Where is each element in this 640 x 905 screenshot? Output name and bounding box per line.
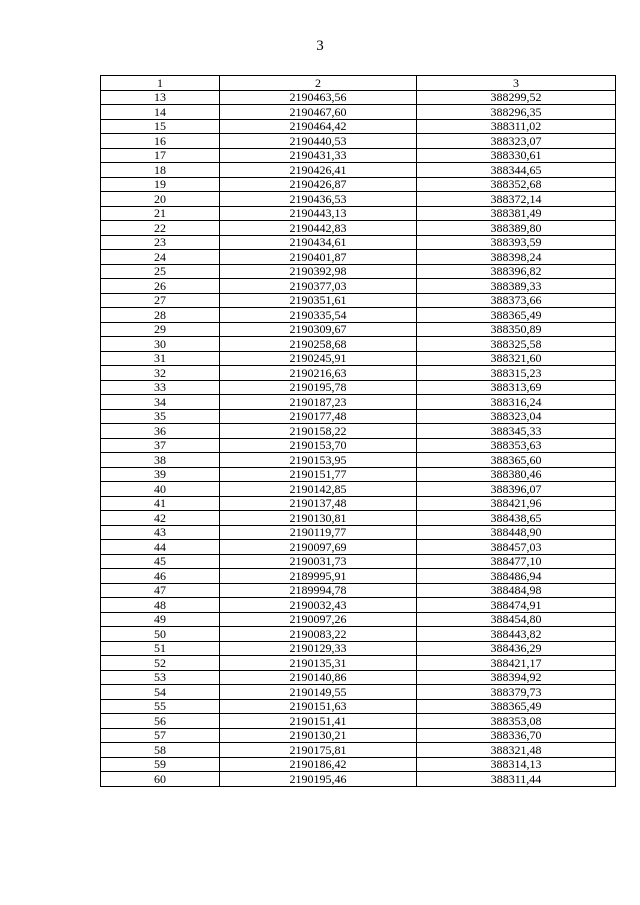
coordinate-x-cell: 2190392,98 — [220, 264, 417, 279]
coordinate-y-cell: 388380,46 — [417, 467, 616, 482]
point-number-cell: 20 — [101, 192, 220, 207]
coordinate-y-cell: 388365,49 — [417, 699, 616, 714]
column-header: 2 — [220, 76, 417, 91]
coordinate-y-cell: 388321,48 — [417, 743, 616, 758]
coordinate-y-cell: 388325,58 — [417, 337, 616, 352]
coordinate-x-cell: 2190436,53 — [220, 192, 417, 207]
point-number-cell: 49 — [101, 612, 220, 627]
coordinate-y-cell: 388379,73 — [417, 685, 616, 700]
coordinate-x-cell: 2190467,60 — [220, 105, 417, 120]
table-row — [101, 438, 616, 453]
coordinate-x-cell: 2190129,33 — [220, 641, 417, 656]
point-number-cell: 51 — [101, 641, 220, 656]
point-number-cell: 29 — [101, 322, 220, 337]
point-number-cell: 24 — [101, 250, 220, 265]
coordinate-y-cell: 388353,08 — [417, 714, 616, 729]
coordinate-y-cell: 388314,13 — [417, 757, 616, 772]
coordinate-x-cell: 2190140,86 — [220, 670, 417, 685]
coordinate-y-cell: 388323,04 — [417, 409, 616, 424]
coordinate-x-cell: 2190377,03 — [220, 279, 417, 294]
coordinate-y-cell: 388436,29 — [417, 641, 616, 656]
table-row — [101, 322, 616, 337]
column-header: 3 — [417, 76, 616, 91]
coordinate-x-cell: 2190097,69 — [220, 540, 417, 555]
coordinate-x-cell: 2190443,13 — [220, 206, 417, 221]
coordinate-x-cell: 2190151,63 — [220, 699, 417, 714]
point-number-cell: 39 — [101, 467, 220, 482]
coordinate-y-cell: 388345,33 — [417, 424, 616, 439]
table-row — [101, 221, 616, 236]
coordinate-x-cell: 2190142,85 — [220, 482, 417, 497]
point-number-cell: 17 — [101, 148, 220, 163]
point-number-cell: 16 — [101, 134, 220, 149]
table-row — [101, 177, 616, 192]
table-row — [101, 496, 616, 511]
table-row — [101, 293, 616, 308]
coordinate-x-cell: 2190151,41 — [220, 714, 417, 729]
table-row — [101, 554, 616, 569]
coordinate-x-cell: 2190149,55 — [220, 685, 417, 700]
table-row — [101, 235, 616, 250]
point-number-cell: 35 — [101, 409, 220, 424]
point-number-cell: 14 — [101, 105, 220, 120]
table-row — [101, 148, 616, 163]
point-number-cell: 22 — [101, 221, 220, 236]
coordinate-x-cell: 2190434,61 — [220, 235, 417, 250]
table-row — [101, 250, 616, 265]
point-number-cell: 13 — [101, 90, 220, 105]
point-number-cell: 52 — [101, 656, 220, 671]
coordinate-y-cell: 388353,63 — [417, 438, 616, 453]
column-header: 1 — [101, 76, 220, 91]
coordinate-y-cell: 388443,82 — [417, 627, 616, 642]
coordinate-x-cell: 2190442,83 — [220, 221, 417, 236]
coordinate-x-cell: 2190216,63 — [220, 366, 417, 381]
coordinate-x-cell: 2190151,77 — [220, 467, 417, 482]
table-row — [101, 598, 616, 613]
coordinate-x-cell: 2190153,70 — [220, 438, 417, 453]
table-row — [101, 728, 616, 743]
coordinate-y-cell: 388477,10 — [417, 554, 616, 569]
coordinate-y-cell: 388296,35 — [417, 105, 616, 120]
coordinate-y-cell: 388389,33 — [417, 279, 616, 294]
point-number-cell: 45 — [101, 554, 220, 569]
table-row — [101, 670, 616, 685]
table-header-row — [101, 76, 616, 91]
coordinate-x-cell: 2190426,87 — [220, 177, 417, 192]
coordinate-x-cell: 2189995,91 — [220, 569, 417, 584]
point-number-cell: 36 — [101, 424, 220, 439]
table-row — [101, 656, 616, 671]
point-number-cell: 40 — [101, 482, 220, 497]
coordinate-x-cell: 2190351,61 — [220, 293, 417, 308]
table-row — [101, 206, 616, 221]
coordinate-y-cell: 388457,03 — [417, 540, 616, 555]
coordinate-y-cell: 388311,44 — [417, 772, 616, 787]
table-row — [101, 134, 616, 149]
coordinate-x-cell: 2190431,33 — [220, 148, 417, 163]
point-number-cell: 60 — [101, 772, 220, 787]
point-number-cell: 31 — [101, 351, 220, 366]
coordinate-x-cell: 2190258,68 — [220, 337, 417, 352]
point-number-cell: 25 — [101, 264, 220, 279]
coordinate-x-cell: 2190137,48 — [220, 496, 417, 511]
point-number-cell: 19 — [101, 177, 220, 192]
point-number-cell: 47 — [101, 583, 220, 598]
point-number-cell: 56 — [101, 714, 220, 729]
coordinate-x-cell: 2190245,91 — [220, 351, 417, 366]
coordinate-x-cell: 2190195,46 — [220, 772, 417, 787]
point-number-cell: 42 — [101, 511, 220, 526]
coordinate-y-cell: 388352,68 — [417, 177, 616, 192]
point-number-cell: 21 — [101, 206, 220, 221]
coordinate-y-cell: 388350,89 — [417, 322, 616, 337]
coordinate-y-cell: 388323,07 — [417, 134, 616, 149]
coordinate-y-cell: 388344,65 — [417, 163, 616, 178]
coordinate-x-cell: 2190158,22 — [220, 424, 417, 439]
table-row — [101, 685, 616, 700]
table-row — [101, 192, 616, 207]
coordinate-x-cell: 2190335,54 — [220, 308, 417, 323]
coordinate-y-cell: 388389,80 — [417, 221, 616, 236]
table-row — [101, 583, 616, 598]
table-row — [101, 699, 616, 714]
coordinate-x-cell: 2190186,42 — [220, 757, 417, 772]
point-number-cell: 27 — [101, 293, 220, 308]
point-number-cell: 26 — [101, 279, 220, 294]
coordinate-x-cell: 2190032,43 — [220, 598, 417, 613]
coordinate-x-cell: 2190130,21 — [220, 728, 417, 743]
coordinate-y-cell: 388421,96 — [417, 496, 616, 511]
table-row — [101, 612, 616, 627]
table-row — [101, 308, 616, 323]
coordinate-y-cell: 388454,80 — [417, 612, 616, 627]
table-row — [101, 641, 616, 656]
coordinate-x-cell: 2190464,42 — [220, 119, 417, 134]
page-number: 3 — [316, 38, 324, 54]
coordinate-x-cell: 2190083,22 — [220, 627, 417, 642]
coordinate-x-cell: 2190463,56 — [220, 90, 417, 105]
coordinate-y-cell: 388365,49 — [417, 308, 616, 323]
point-number-cell: 33 — [101, 380, 220, 395]
table-row — [101, 380, 616, 395]
coordinate-y-cell: 388398,24 — [417, 250, 616, 265]
point-number-cell: 53 — [101, 670, 220, 685]
coordinate-x-cell: 2190187,23 — [220, 395, 417, 410]
coordinate-x-cell: 2190175,81 — [220, 743, 417, 758]
coordinate-x-cell: 2190309,67 — [220, 322, 417, 337]
point-number-cell: 18 — [101, 163, 220, 178]
table-row — [101, 337, 616, 352]
point-number-cell: 37 — [101, 438, 220, 453]
coordinate-y-cell: 388372,14 — [417, 192, 616, 207]
point-number-cell: 43 — [101, 525, 220, 540]
coordinate-y-cell: 388313,69 — [417, 380, 616, 395]
coordinate-x-cell: 2190440,53 — [220, 134, 417, 149]
point-number-cell: 55 — [101, 699, 220, 714]
coordinate-y-cell: 388421,17 — [417, 656, 616, 671]
table-row — [101, 409, 616, 424]
table-row — [101, 467, 616, 482]
table-row — [101, 119, 616, 134]
table-row — [101, 511, 616, 526]
table-row — [101, 279, 616, 294]
coordinate-y-cell: 388486,94 — [417, 569, 616, 584]
coordinate-y-cell: 388321,60 — [417, 351, 616, 366]
table-row — [101, 772, 616, 787]
coordinate-x-cell: 2190401,87 — [220, 250, 417, 265]
table-row — [101, 351, 616, 366]
coordinate-x-cell: 2189994,78 — [220, 583, 417, 598]
point-number-cell: 32 — [101, 366, 220, 381]
coordinate-y-cell: 388394,92 — [417, 670, 616, 685]
table-row — [101, 627, 616, 642]
point-number-cell: 34 — [101, 395, 220, 410]
point-number-cell: 48 — [101, 598, 220, 613]
table-row — [101, 105, 616, 120]
table-row — [101, 569, 616, 584]
point-number-cell: 46 — [101, 569, 220, 584]
point-number-cell: 15 — [101, 119, 220, 134]
coordinate-y-cell: 388373,66 — [417, 293, 616, 308]
table-row — [101, 525, 616, 540]
table-row — [101, 714, 616, 729]
table-row — [101, 743, 616, 758]
coordinate-x-cell: 2190426,41 — [220, 163, 417, 178]
table-row — [101, 395, 616, 410]
point-number-cell: 57 — [101, 728, 220, 743]
point-number-cell: 41 — [101, 496, 220, 511]
table-row — [101, 90, 616, 105]
point-number-cell: 23 — [101, 235, 220, 250]
coordinate-y-cell: 388315,23 — [417, 366, 616, 381]
coordinate-x-cell: 2190177,48 — [220, 409, 417, 424]
table-row — [101, 163, 616, 178]
coordinate-x-cell: 2190153,95 — [220, 453, 417, 468]
point-number-cell: 54 — [101, 685, 220, 700]
coordinate-y-cell: 388299,52 — [417, 90, 616, 105]
point-number-cell: 30 — [101, 337, 220, 352]
point-number-cell: 38 — [101, 453, 220, 468]
table-body — [101, 90, 616, 786]
coordinate-y-cell: 388393,59 — [417, 235, 616, 250]
table-row — [101, 757, 616, 772]
point-number-cell: 50 — [101, 627, 220, 642]
coordinate-x-cell: 2190135,31 — [220, 656, 417, 671]
point-number-cell: 28 — [101, 308, 220, 323]
table-row — [101, 366, 616, 381]
point-number-cell: 59 — [101, 757, 220, 772]
coordinate-y-cell: 388448,90 — [417, 525, 616, 540]
point-number-cell: 44 — [101, 540, 220, 555]
coordinate-y-cell: 388474,91 — [417, 598, 616, 613]
coordinate-x-cell: 2190097,26 — [220, 612, 417, 627]
table-row — [101, 482, 616, 497]
coordinate-y-cell: 388484,98 — [417, 583, 616, 598]
table-row — [101, 424, 616, 439]
coordinate-y-cell: 388365,60 — [417, 453, 616, 468]
point-number-cell: 58 — [101, 743, 220, 758]
coordinate-y-cell: 388396,82 — [417, 264, 616, 279]
table-row — [101, 264, 616, 279]
coordinates-table — [100, 75, 616, 787]
coordinate-y-cell: 388336,70 — [417, 728, 616, 743]
coordinate-y-cell: 388438,65 — [417, 511, 616, 526]
coordinate-x-cell: 2190119,77 — [220, 525, 417, 540]
coordinate-x-cell: 2190195,78 — [220, 380, 417, 395]
coordinate-y-cell: 388396,07 — [417, 482, 616, 497]
coordinate-x-cell: 2190031,73 — [220, 554, 417, 569]
coordinate-x-cell: 2190130,81 — [220, 511, 417, 526]
coordinate-y-cell: 388330,61 — [417, 148, 616, 163]
coordinate-y-cell: 388381,49 — [417, 206, 616, 221]
table-row — [101, 453, 616, 468]
coordinate-y-cell: 388311,02 — [417, 119, 616, 134]
coordinate-y-cell: 388316,24 — [417, 395, 616, 410]
table-row — [101, 540, 616, 555]
